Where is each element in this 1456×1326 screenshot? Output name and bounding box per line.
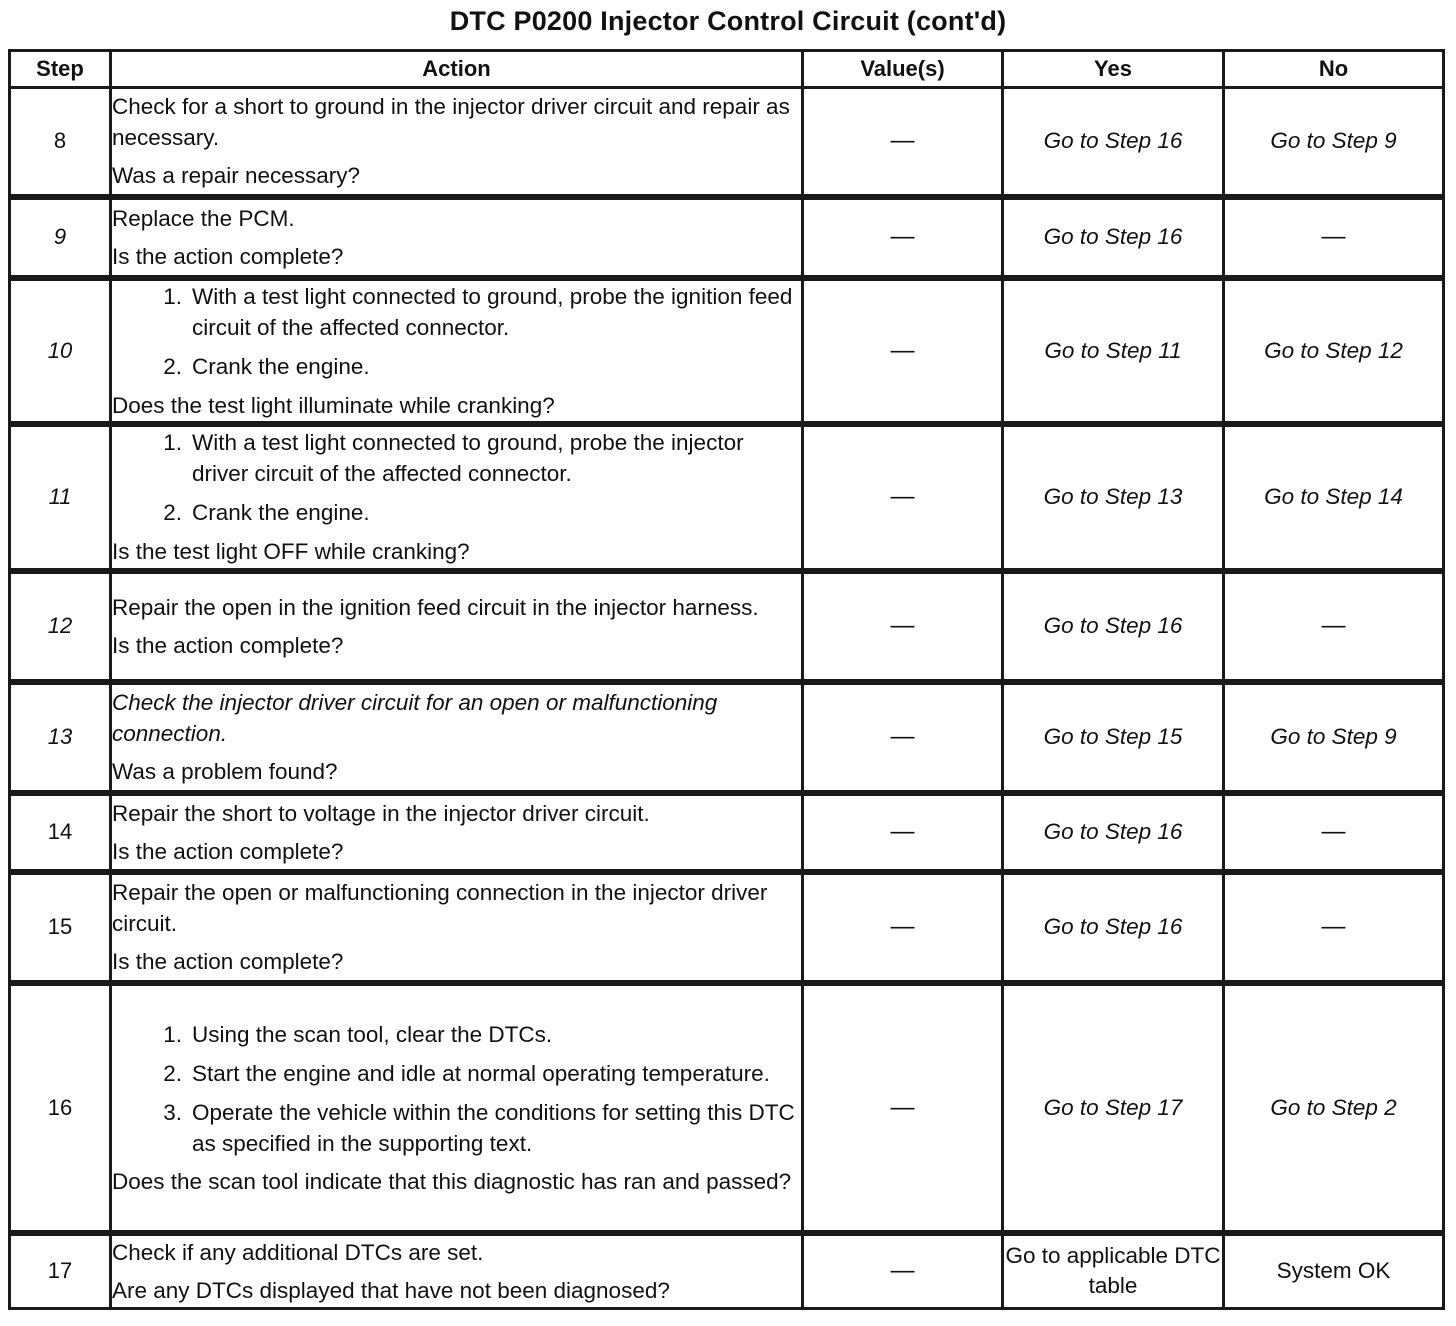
step-number: 14 [10,793,111,872]
yes-cell: Go to applicable DTC table [1003,1233,1224,1309]
action-text: Check if any additional DTCs are set. [112,1239,484,1265]
action-cell [111,424,803,571]
substep: 3. Operate the vehicle within the conditions for setting this DTC as specified in the supporting text. [112,1097,801,1159]
yes-cell: Go to Step 16 [1003,88,1224,197]
action-question: Is the action complete? [112,838,344,864]
substep-list [112,281,801,382]
table-row [10,197,1444,278]
action-text: Replace the PCM. [112,205,295,231]
no-cell: Go to Step 2 [1224,983,1444,1233]
action-question: Does the scan tool indicate that this diagnostic has ran and passed? [112,1168,792,1194]
value-cell: — [803,278,1003,424]
action-text: Repair the open in the ignition feed circuit in the injector harness. [112,594,759,620]
no-cell: Go to Step 9 [1224,88,1444,197]
header-yes: Yes [1003,51,1224,88]
action-question: Is the test light OFF while cranking? [112,539,470,564]
action-question: Are any DTCs displayed that have not been diagnosed? [112,1277,670,1303]
action-text: Repair the short to voltage in the injector driver circuit. [112,800,650,826]
action-question: Is the action complete? [112,632,344,658]
table-row [10,793,1444,872]
header-action: Action [111,51,803,88]
diagnostic-table [8,49,1445,1310]
value-cell: — [803,88,1003,197]
page-title: DTC P0200 Injector Control Circuit (cont'd) [449,6,1007,36]
table-row [10,872,1444,983]
yes-cell: Go to Step 11 [1003,278,1224,424]
action-cell [111,793,803,872]
header-step: Step [10,51,111,88]
table-row [10,88,1444,197]
step-number: 15 [10,872,111,983]
action-question: Was a repair necessary? [112,163,361,189]
no-cell: — [1224,197,1444,278]
step-number: 10 [10,278,111,424]
action-question: Is the action complete? [112,243,344,269]
substep: 2. Crank the engine. [112,497,801,528]
header-no: No [1224,51,1444,88]
yes-cell: Go to Step 17 [1003,983,1224,1233]
table-row [10,571,1444,682]
value-cell: — [803,1233,1003,1309]
action-cell [111,88,803,197]
table-row [10,983,1444,1233]
substep-list [112,427,801,528]
action-cell [111,682,803,793]
substep: 1. With a test light connected to ground, probe the ignition feed circuit of the affected connector. [112,281,801,343]
action-text: Check the injector driver circuit for an open or malfunctioning connection. [112,690,718,746]
action-cell [111,983,803,1233]
substep-text: With a test light connected to ground, probe the injector driver circuit of the affected connector. [192,430,744,486]
no-cell: Go to Step 14 [1224,424,1444,571]
no-cell: Go to Step 12 [1224,278,1444,424]
header-values: Value(s) [803,51,1003,88]
value-cell: — [803,571,1003,682]
action-cell [111,1233,803,1309]
substep-text: Operate the vehicle within the conditions for setting this DTC as specified in the supporting text. [192,1099,795,1156]
table-row [10,424,1444,571]
action-text: Check for a short to ground in the injector driver circuit and repair as necessary. [112,94,790,151]
yes-cell: Go to Step 13 [1003,424,1224,571]
value-cell: — [803,197,1003,278]
no-cell: Go to Step 9 [1224,682,1444,793]
step-number: 8 [10,88,111,197]
substep-list [112,1019,801,1159]
value-cell: — [803,424,1003,571]
action-question: Is the action complete? [112,949,344,974]
action-cell [111,197,803,278]
action-cell [111,571,803,682]
no-cell: — [1224,793,1444,872]
table-row [10,278,1444,424]
substep-text: With a test light connected to ground, probe the ignition feed circuit of the affected connector. [192,283,793,340]
yes-cell: Go to Step 16 [1003,197,1224,278]
yes-cell: Go to Step 15 [1003,682,1224,793]
substep-text: Start the engine and idle at normal operating temperature. [192,1060,770,1086]
step-number: 9 [10,197,111,278]
table-row [10,1233,1444,1309]
no-cell: — [1224,872,1444,983]
no-cell: — [1224,571,1444,682]
no-cell: System OK [1224,1233,1444,1309]
substep: 2. Crank the engine. [112,351,801,382]
action-question: Does the test light illuminate while cranking? [112,392,555,418]
substep-text: Using the scan tool, clear the DTCs. [192,1021,553,1047]
action-cell [111,278,803,424]
substep: 1. With a test light connected to ground, probe the injector driver circuit of the affected connector. [112,427,801,489]
value-cell: — [803,983,1003,1233]
yes-cell: Go to Step 16 [1003,872,1224,983]
substep: 1. Using the scan tool, clear the DTCs. [112,1019,801,1050]
header-row [10,51,1444,88]
action-question: Was a problem found? [112,759,338,784]
yes-cell: Go to Step 16 [1003,571,1224,682]
substep-text: Crank the engine. [192,353,370,379]
action-cell [111,872,803,983]
step-number: 16 [10,983,111,1233]
step-number: 17 [10,1233,111,1309]
value-cell: — [803,872,1003,983]
substep-text: Crank the engine. [192,500,370,525]
value-cell: — [803,682,1003,793]
value-cell: — [803,793,1003,872]
step-number: 12 [10,571,111,682]
step-number: 11 [10,424,111,571]
substep: 2. Start the engine and idle at normal operating temperature. [112,1058,801,1089]
action-text: Repair the open or malfunctioning connection in the injector driver circuit. [112,880,768,936]
step-number: 13 [10,682,111,793]
table-row [10,682,1444,793]
yes-cell: Go to Step 16 [1003,793,1224,872]
